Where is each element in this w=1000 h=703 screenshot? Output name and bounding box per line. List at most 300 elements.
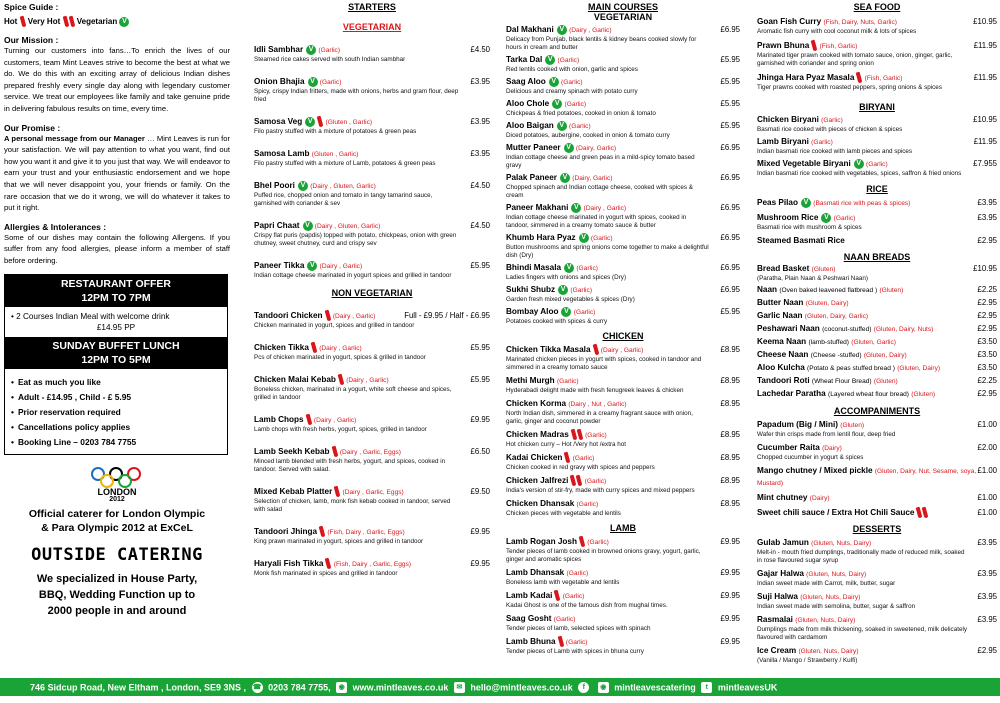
menu-item-name: Rasmalai: [757, 615, 793, 625]
menu-item-heading: [757, 388, 997, 400]
menu-item-name: Chicken Korma: [506, 399, 567, 408]
menu-item-description: Chicken cooked in red gravy with spices and peppers: [506, 464, 655, 471]
menu-item-price: £3.95: [470, 117, 490, 126]
menu-item-description: (Vanilla / Mango / Strawberry / Kulfi): [757, 657, 858, 665]
menu-item-heading: [757, 16, 997, 28]
menu-item-description: Boneless lamb with vegetable and lentils: [506, 579, 620, 586]
starters-veg-list: [254, 44, 490, 280]
menu-item: [506, 475, 740, 495]
menu-item-description: Diced potatoes, aubergine, cooked in onion & tomato curry: [506, 132, 670, 139]
menu-item-description: Minced lamb blended with fresh herbs, yogurt, and spices, cooked in tandoor. Served with salad.: [254, 458, 446, 473]
offer-title: RESTAURANT OFFER: [60, 277, 172, 290]
menu-item-price: £11.95: [973, 41, 997, 50]
menu-item-heading: [506, 636, 740, 648]
menu-item: [757, 492, 997, 504]
menu-item-allergens: (Fish, Dairy , Garlic, Eggs): [333, 561, 412, 568]
menu-item-allergens: (Gluten): [911, 391, 936, 398]
menu-item-heading: [254, 220, 490, 232]
menu-item-name: Tandoori Jhinga: [254, 527, 318, 536]
allergies-title: Allergies & Intolerances :: [4, 221, 107, 232]
chili-icon: [557, 636, 564, 648]
outside-catering-title: OUTSIDE CATERING: [31, 544, 203, 565]
menu-item-heading: [254, 148, 490, 160]
menu-item-heading: [506, 536, 740, 548]
menu-item: [254, 220, 490, 248]
menu-item-description: Potatoes cooked with spices & curry: [506, 318, 608, 325]
menu-item: [254, 486, 490, 514]
menu-item-price: £3.95: [977, 213, 997, 222]
menu-item: [757, 375, 997, 387]
list-item: • Cancellations policy applies: [11, 420, 221, 435]
menu-item-note: (Cheese -stuffed): [810, 352, 862, 359]
menu-item-allergens: (Gluten , Garlic): [311, 151, 359, 158]
menu-item-allergens: (Gluten, Nuts, Dairy): [798, 648, 859, 656]
menu-item-price: £6.50: [470, 447, 490, 456]
menu-item-allergens: (Dairy, Garlic): [575, 145, 617, 152]
menu-item-name: Lachedar Paratha: [757, 389, 826, 398]
menu-item-description: Chopped cucumber in yogurt & spices: [757, 454, 864, 461]
menu-item-name: Aloo Kulcha: [757, 363, 805, 372]
menu-item-allergens: (Dairy , Garlic): [346, 377, 389, 384]
menu-item-price: £3.95: [977, 615, 997, 625]
menu-item-description: India's version of stir-fry, made with curry spices and mixed peppers: [506, 487, 695, 494]
menu-item-allergens: (Gluten, Nuts, Dairy): [795, 617, 856, 625]
menu-item-allergens: (Dairy , Garlic): [332, 313, 376, 320]
very-hot-label: Very Hot: [27, 17, 61, 26]
main-courses-title: MAIN COURSES: [587, 2, 658, 12]
menu-item-allergens: (Garlic): [565, 639, 588, 646]
menu-item-price: £6.95: [720, 285, 740, 294]
menu-item-price: Full - £9.95 / Half - £6.95: [404, 311, 490, 320]
menu-item-allergens: (Garlic): [584, 478, 607, 485]
menu-item: [506, 262, 740, 282]
menu-item-description: Indian basmati rice cooked with lamb pieces and spices: [757, 148, 913, 155]
chili-icon: [311, 342, 318, 354]
menu-item: [757, 114, 997, 134]
vegetarian-icon: V: [308, 77, 318, 87]
website-link[interactable]: www.mintleaves.co.uk: [352, 682, 449, 693]
menu-item-price: £8.95: [720, 376, 740, 385]
menu-item-heading: [506, 344, 740, 356]
menu-item-description: Tiger prawns cooked with roasted peppers, spring onions & spices: [757, 84, 942, 91]
menu-item-heading: [506, 142, 740, 154]
menu-item-allergens: (Gluten, Dairy): [897, 365, 941, 372]
menu-item-description: North Indian dish, simmered in a creamy fragrant sauce with onion, garlic, ginger and coconut powder: [506, 410, 693, 425]
menu-item-price: £5.95: [470, 375, 490, 384]
menu-item-heading: [254, 558, 490, 570]
menu-item: [506, 613, 740, 633]
menu-item: [506, 375, 740, 395]
list-item: • Prior reservation required: [11, 405, 221, 420]
menu-item-name: Khumb Hara Pyaz: [506, 233, 576, 242]
promise-text: [4, 133, 230, 214]
menu-item-heading: [506, 76, 740, 88]
menu-item-heading: [254, 342, 490, 354]
menu-item-price: £3.95: [977, 538, 997, 548]
menu-item-name: Tarka Dal: [506, 55, 543, 64]
menu-item: [757, 614, 997, 642]
menu-item-name: Aloo Baigan: [506, 121, 554, 130]
list-item: • Adult - £14.95 , Child - £ 5.95: [11, 390, 221, 405]
menu-item-allergens: (Garlic): [569, 123, 591, 130]
menu-item-name: Mixed Vegetable Biryani: [757, 159, 851, 168]
menu-item-name: Cheese Naan: [757, 350, 809, 359]
menu-item-heading: [757, 40, 997, 52]
menu-item-allergens: (Gluten): [811, 266, 836, 273]
menu-item-price: £5.95: [720, 307, 740, 316]
menu-item-name: Cucumber Raita: [757, 443, 820, 452]
instagram-handle[interactable]: mintleavescatering: [614, 682, 696, 693]
menu-item-heading: [757, 235, 997, 246]
mission-title: Our Mission :: [4, 35, 59, 45]
menu-item-heading: [254, 526, 490, 538]
menu-item-price: £2.95: [977, 389, 997, 398]
menu-item-description: Dumplings made from milk thickening, soaked in sweetened, milk delicately flavoured with cardamom: [757, 626, 967, 642]
menu-item: [757, 442, 997, 462]
menu-item-heading: [506, 24, 740, 36]
menu-item-heading: [506, 262, 740, 274]
menu-item-description: Indian basmati rice cooked with vegetables, spices, saffron & fried onions: [757, 170, 962, 177]
chili-icon: [331, 446, 338, 458]
menu-item-heading: [254, 76, 490, 88]
email-link[interactable]: hello@mintleaves.co.uk: [470, 682, 573, 693]
vegetarian-icon: V: [305, 117, 315, 127]
menu-item-name: Bhel Poori: [254, 181, 295, 190]
menu-item-heading: [757, 591, 997, 603]
menu-item-price: £10.95: [973, 17, 997, 26]
phone-text[interactable]: 0203 784 7755,: [268, 682, 331, 693]
menu-item-name: Samosa Lamb: [254, 149, 310, 158]
menu-item-heading: [757, 310, 997, 322]
sides-column: [757, 0, 997, 665]
menu-item-heading: [757, 465, 997, 489]
menu-item-allergens: (Dairy , Garlic, Eggs): [342, 489, 404, 496]
vegetarian-icon: V: [545, 55, 555, 65]
menu-item-description: Chickpeas & fried potatoes, cooked in onion & tomato: [506, 110, 656, 117]
menu-item-allergens: (Dairy , Gluten, Garlic): [310, 183, 376, 190]
outside-catering-text: [4, 571, 230, 619]
menu-item-price: £3.50: [977, 350, 997, 359]
menu-item-price: £3.95: [977, 198, 997, 207]
promise-title: Our Promise :: [4, 122, 61, 133]
web-icon[interactable]: ◉: [336, 682, 347, 693]
vegetarian-icon: V: [561, 307, 571, 317]
starters-veg-title: VEGETARIAN: [342, 22, 402, 32]
menu-item-description: Marinated tiger prawn cooked with tomato sauce, onion, ginger, garlic, garnished with coriander and spring onion: [757, 52, 953, 67]
menu-item-description: Kadai Ghost is one of the famous dish from mughal times.: [506, 602, 668, 609]
vegetarian-icon: V: [552, 99, 562, 109]
menu-item-name: Chicken Jalfrezi: [506, 476, 569, 485]
vegetarian-icon: V: [564, 263, 574, 273]
menu-item-name: Mint chutney: [757, 493, 808, 502]
menu-item-allergens: (Gluten, Dairy): [805, 300, 849, 307]
menu-item-allergens: (Gluten, Nuts, Dairy): [800, 594, 861, 602]
address-text: 746 Sidcup Road, New Eltham , London, SE9 3NS ,: [30, 682, 247, 693]
menu-item: [506, 306, 740, 326]
menu-item-allergens: (Fish, Garlic): [819, 43, 858, 50]
menu-item-price: £1.00: [977, 420, 997, 429]
chili-icon: [334, 486, 341, 498]
menu-item: [506, 172, 740, 200]
menu-item-price: £11.95: [973, 137, 997, 146]
menu-item-name: Lamb Rogan Josh: [506, 537, 577, 546]
lamb-list: [506, 536, 740, 656]
menu-item: [506, 498, 740, 518]
menu-item-allergens: (Gluten): [879, 287, 904, 294]
buffet-header: [5, 337, 227, 369]
menu-item-heading: [757, 158, 997, 170]
menu-item-name: Ice Cream: [757, 646, 797, 656]
menu-item-price: £1.00: [977, 508, 997, 517]
menu-item-price: £5.95: [720, 55, 740, 64]
menu-item-allergens: (Garlic): [573, 309, 596, 316]
menu-item-description: Red lentils cooked with onion, garlic and spices: [506, 66, 638, 73]
menu-item-heading: [254, 374, 490, 386]
menu-item-price: £6.95: [720, 233, 740, 242]
menu-item-name: Kadai Chicken: [506, 453, 563, 462]
menu-item: [254, 526, 490, 546]
menu-item-name: Lamb Seekh Kebab: [254, 447, 330, 456]
chicken-list: [506, 344, 740, 518]
menu-item-name: Garlic Naan: [757, 311, 803, 320]
menu-item: [757, 212, 997, 232]
starters-title: STARTERS: [348, 2, 396, 12]
menu-item-name: Mutter Paneer: [506, 143, 561, 152]
menu-item-description: Chicken marinated in yogurt, spices and grilled in tandoor: [254, 322, 415, 329]
menu-item-heading: [506, 202, 740, 214]
menu-item-heading: [757, 507, 997, 518]
menu-item-name: Gajar Halwa: [757, 569, 804, 579]
vegetarian-icon: V: [306, 45, 316, 55]
menu-item-heading: [757, 336, 997, 348]
starters-nonveg-list: [254, 310, 490, 578]
chili-icon: [324, 310, 331, 322]
menu-item-heading: [254, 414, 490, 426]
menu-item: [757, 158, 997, 178]
menu-item: [254, 374, 490, 402]
menu-item-price: £5.95: [720, 121, 740, 130]
menu-item: [757, 336, 997, 348]
menu-item-heading: [757, 323, 997, 335]
menu-item: [757, 284, 997, 296]
main-courses-column: [506, 0, 740, 656]
menu-item-heading: [757, 492, 997, 504]
menu-item: [254, 558, 490, 578]
menu-item-heading: [757, 645, 997, 657]
menu-item-price: £9.95: [470, 415, 490, 424]
menu-item-price: £9.95: [720, 591, 740, 600]
vegetarian-label: Vegetarian: [76, 17, 118, 26]
menu-item-heading: [506, 567, 740, 579]
instagram-icon[interactable]: ◉: [598, 682, 609, 693]
menu-item-description: Filo pastry stuffed with a mixture of potatoes & green peas: [254, 128, 417, 135]
menu-item-heading: [506, 498, 740, 510]
olympic-logo-year: 2012: [109, 495, 125, 503]
menu-item-description: Indian cottage cheese and green peas in a mild-spicy tomato based gravy: [506, 154, 695, 169]
menu-item-heading: [506, 590, 740, 602]
rice-title: RICE: [866, 184, 888, 194]
menu-item-name: Bhindi Masala: [506, 263, 562, 272]
menu-item-allergens: (Garlic): [562, 593, 585, 600]
menu-item-allergens: (Gluten, Nuts, Dairy): [806, 571, 867, 579]
menu-item-heading: [254, 44, 490, 56]
vegetarian-icon: V: [303, 221, 313, 231]
menu-item-name: Naan: [757, 285, 778, 294]
menu-item-name: Samosa Veg: [254, 117, 303, 126]
menu-item-description: Indian cottage cheese marinated in yogurt spices and grilled in tandoor: [254, 272, 452, 279]
menu-item-allergens: (Dairy , Garlic): [319, 345, 362, 352]
menu-item-description: Delicacy from Punjab, black lentils & kidney beans cooked slowly for hours in cream and butter: [506, 36, 697, 51]
menu-item-description: Indian sweet made with Carrot, milk, butter, sugar: [757, 580, 896, 588]
menu-item-description: Hyderabadi delight made with fresh fenugreek leaves & chicken: [506, 387, 684, 394]
menu-item-price: £5.95: [470, 261, 490, 270]
menu-item: [757, 197, 997, 209]
menu-item-note: (coconut-stuffed): [822, 326, 872, 333]
chili-icon: [592, 344, 599, 356]
chili-icon: [325, 558, 332, 570]
menu-item-price: £5.95: [720, 99, 740, 108]
menu-item-description: Aromatic fish curry with cool coconut milk & lots of spices: [757, 28, 917, 35]
main-veg-list: [506, 24, 740, 326]
menu-item-name: Peas Pilao: [757, 198, 798, 207]
menu-item-name: Chicken Tikka Masala: [506, 345, 591, 354]
twitter-handle[interactable]: mintleavesUK: [717, 682, 778, 693]
menu-item-description: Pcs of chicken marinated in yogurt, spices & grilled in tandoor: [254, 354, 426, 361]
menu-item: [506, 24, 740, 52]
menu-item-name: Sukhi Shubz: [506, 285, 556, 294]
menu-item: [254, 260, 490, 280]
chili-icon: [922, 507, 929, 519]
catering-line: We specialized in House Party,: [36, 572, 198, 585]
menu-item-price: £3.95: [977, 569, 997, 579]
menu-item-description: Filo pastry stuffed with a mixture of Lamb, potatoes & green peas: [254, 160, 436, 167]
menu-item: [506, 98, 740, 118]
menu-item-heading: [506, 452, 740, 464]
accompaniments-list: [757, 419, 997, 518]
menu-item-heading: [254, 260, 490, 272]
info-column: [4, 0, 230, 619]
menu-item: [506, 398, 740, 426]
menu-item: [757, 297, 997, 309]
offer-body: [5, 307, 227, 337]
menu-item: [506, 120, 740, 140]
menu-item-name: Haryali Fish Tikka: [254, 559, 324, 568]
whatsapp-icon[interactable]: ☎: [252, 684, 262, 692]
vegetarian-icon: V: [579, 233, 589, 243]
menu-item-name: Lamb Bhuna: [506, 637, 556, 646]
olympic-caterer-text: [4, 507, 230, 535]
menu-item-description: Selection of chicken, lamb, monk fish kebab cooked in tandoor, served with salad: [254, 498, 451, 513]
menu-item-name: Butter Naan: [757, 298, 804, 307]
menu-item-name: Saag Gosht: [506, 614, 552, 623]
menu-item-description: (Paratha, Plain Naan & Peshwari Naan): [757, 275, 868, 282]
naan-list: [757, 263, 997, 400]
menu-item-allergens: (Garlic): [587, 539, 609, 546]
menu-item-allergens: (Garlic): [811, 139, 833, 146]
menu-item-name: Gulab Jamun: [757, 538, 809, 548]
seafood-title: SEA FOOD: [853, 2, 901, 12]
vegetarian-icon: V: [560, 173, 570, 183]
menu-item-description: Crispy flat puris (papdis) topped with potato, chickpeas, onion with green chutney, sweet chutney, curd and crispy sev: [254, 232, 457, 247]
menu-item-heading: [506, 398, 740, 410]
menu-item-name: Chicken Madras: [506, 430, 569, 439]
menu-item: [757, 568, 997, 588]
menu-item: [757, 388, 997, 400]
menu-item-heading: [757, 297, 997, 309]
menu-item-heading: [506, 613, 740, 625]
menu-item-name: Tandoori Roti: [757, 376, 810, 385]
email-icon[interactable]: ✉: [454, 682, 465, 693]
menu-item: [757, 310, 997, 322]
menu-item-price: £7.955: [973, 159, 997, 168]
menu-item-note: (Layered wheat flour bread): [828, 391, 910, 398]
menu-item-price: £5.95: [470, 343, 490, 352]
menu-item-price: £6.95: [720, 143, 740, 152]
menu-item-name: Mixed Kebab Platter: [254, 487, 333, 496]
menu-item: [757, 349, 997, 361]
rice-list: [757, 197, 997, 246]
menu-item-heading: [254, 116, 490, 128]
menu-item-description: Wafer thin crisps made from lentil flour, deep fried: [757, 431, 896, 438]
menu-item-description: Melt-in - mouth fried dumplings, traditionally made of reduced milk, soaked in rose flavoured sugar syrup: [757, 549, 965, 565]
menu-item-name: Steamed Basmati Rice: [757, 236, 845, 245]
menu-item-name: Bombay Aloo: [506, 307, 559, 316]
menu-item-price: £10.95: [973, 115, 997, 124]
menu-item-description: Basmati rice with mushroom & spices: [757, 224, 862, 231]
menu-item-note: (lamb-stuffed): [808, 339, 849, 346]
menu-item-description: Tender pieces of lamb cooked in browned onions gravy, yogurt, garlic, ginger and aromatic spices: [506, 548, 701, 563]
menu-item: [757, 72, 997, 92]
menu-item-heading: [506, 284, 740, 296]
menu-item-allergens: (Garlic): [570, 287, 593, 294]
menu-item-price: £3.95: [977, 592, 997, 602]
menu-item-allergens: (Dairy): [809, 495, 830, 502]
menu-item: [506, 232, 740, 260]
lamb-title: LAMB: [610, 523, 636, 533]
menu-item-description: Steamed rice cakes served with south Indian sambhar: [254, 56, 406, 63]
menu-item: [506, 54, 740, 74]
menu-item-allergens: (Gluten, Dairy, Garlic): [804, 313, 869, 320]
menu-item: [757, 362, 997, 374]
menu-item-name: Chicken Tikka: [254, 343, 309, 352]
list-item: • Booking Line – 0203 784 7755: [11, 435, 221, 450]
menu-item-allergens: (Gluten, Garlic): [851, 339, 896, 346]
accompaniments-title: ACCOMPANIMENTS: [833, 406, 921, 416]
menu-item: [757, 263, 997, 283]
offer-header: [5, 275, 227, 307]
menu-item-allergens: (Garlic): [866, 161, 888, 168]
promise-body: … Mint Leaves is run for your satisfaction. We will pay attention to what you want, find out how you want it and give it to you just that way. We will endeavor to earn your trust and your enthusiastic endorsement and we hope that we will never disappoint you, your friends or family. On the rare occasion that we do it wrong, we will do whatever it takes to put it right.: [4, 133, 230, 213]
menu-item-allergens: (Dairy , Garlic): [313, 417, 357, 424]
menu-item-description: Monk fish marinated in spices and grilled in tandoor: [254, 570, 398, 577]
menu-item: [506, 452, 740, 472]
menu-item-description: Basmati rice cooked with pieces of chicken & spices: [757, 126, 903, 133]
facebook-icon[interactable]: f: [578, 682, 589, 693]
buffet-list: [5, 369, 227, 454]
menu-item-allergens: (Dairy , Gluten, Garlic): [314, 223, 381, 230]
twitter-icon[interactable]: t: [701, 682, 712, 693]
vegetarian-icon: V: [557, 25, 567, 35]
chili-icon: [856, 72, 863, 84]
menu-item-name: Paneer Tikka: [254, 261, 305, 270]
menu-item-description: Indian sweet made with semolina, butter, sugar & saffron: [757, 603, 916, 611]
menu-item-price: £3.95: [470, 149, 490, 158]
menu-item-heading: [757, 375, 997, 387]
menu-item-price: £9.95: [720, 537, 740, 546]
menu-item: [254, 180, 490, 208]
starters-nonveg-title: NON VEGETARIAN: [331, 288, 413, 298]
vegetarian-icon: V: [854, 159, 864, 169]
